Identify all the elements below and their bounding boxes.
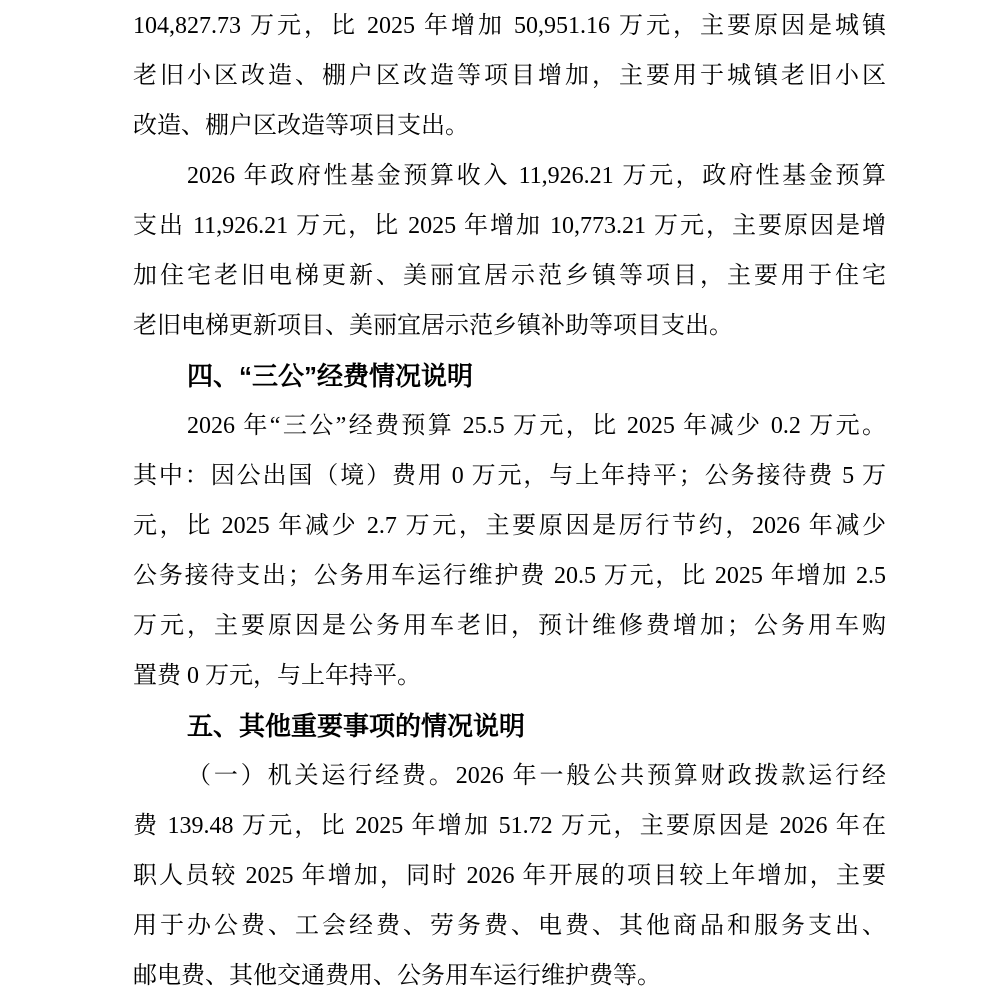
- body-line: （一）机关运行经费。2026 年一般公共预算财政拨款运行经: [187, 763, 886, 789]
- body-line: 104,827.73 万元，比 2025 年增加 50,951.16 万元，主要原因是城镇: [133, 13, 886, 39]
- body-line: 其中：因公出国（境）费用 0 万元，与上年持平；公务接待费 5 万: [133, 463, 886, 489]
- body-line: 置费 0 万元，与上年持平。: [133, 663, 421, 689]
- body-line: 加住宅老旧电梯更新、美丽宜居示范乡镇等项目，主要用于住宅: [133, 263, 886, 289]
- body-line: 2026 年“三公”经费预算 25.5 万元，比 2025 年减少 0.2 万元。: [187, 413, 886, 439]
- body-line: 公务接待支出；公务用车运行维护费 20.5 万元，比 2025 年增加 2.5: [133, 563, 886, 589]
- section-heading: 五、其他重要事项的情况说明: [187, 711, 526, 741]
- body-line: 元，比 2025 年减少 2.7 万元，主要原因是厉行节约，2026 年减少: [133, 513, 886, 539]
- body-line: 支出 11,926.21 万元，比 2025 年增加 10,773.21 万元，主要原因是增: [133, 213, 886, 239]
- section-heading: 四、“三公”经费情况说明: [187, 361, 474, 391]
- body-line: 用于办公费、工会经费、劳务费、电费、其他商品和服务支出、: [133, 913, 886, 939]
- text-block: [133, 1, 886, 1001]
- body-line: 改造、棚户区改造等项目支出。: [133, 113, 469, 139]
- body-line: 邮电费、其他交通费用、公务用车运行维护费等。: [133, 963, 661, 989]
- body-line: 2026 年政府性基金预算收入 11,926.21 万元，政府性基金预算: [187, 163, 886, 189]
- body-line: 职人员较 2025 年增加，同时 2026 年开展的项目较上年增加，主要: [133, 863, 886, 889]
- body-line: 老旧电梯更新项目、美丽宜居示范乡镇补助等项目支出。: [133, 313, 733, 339]
- body-line: 费 139.48 万元，比 2025 年增加 51.72 万元，主要原因是 2026 年在: [133, 813, 886, 839]
- body-line: 万元，主要原因是公务用车老旧，预计维修费增加；公务用车购: [133, 613, 886, 639]
- body-line: 老旧小区改造、棚户区改造等项目增加，主要用于城镇老旧小区: [133, 63, 886, 89]
